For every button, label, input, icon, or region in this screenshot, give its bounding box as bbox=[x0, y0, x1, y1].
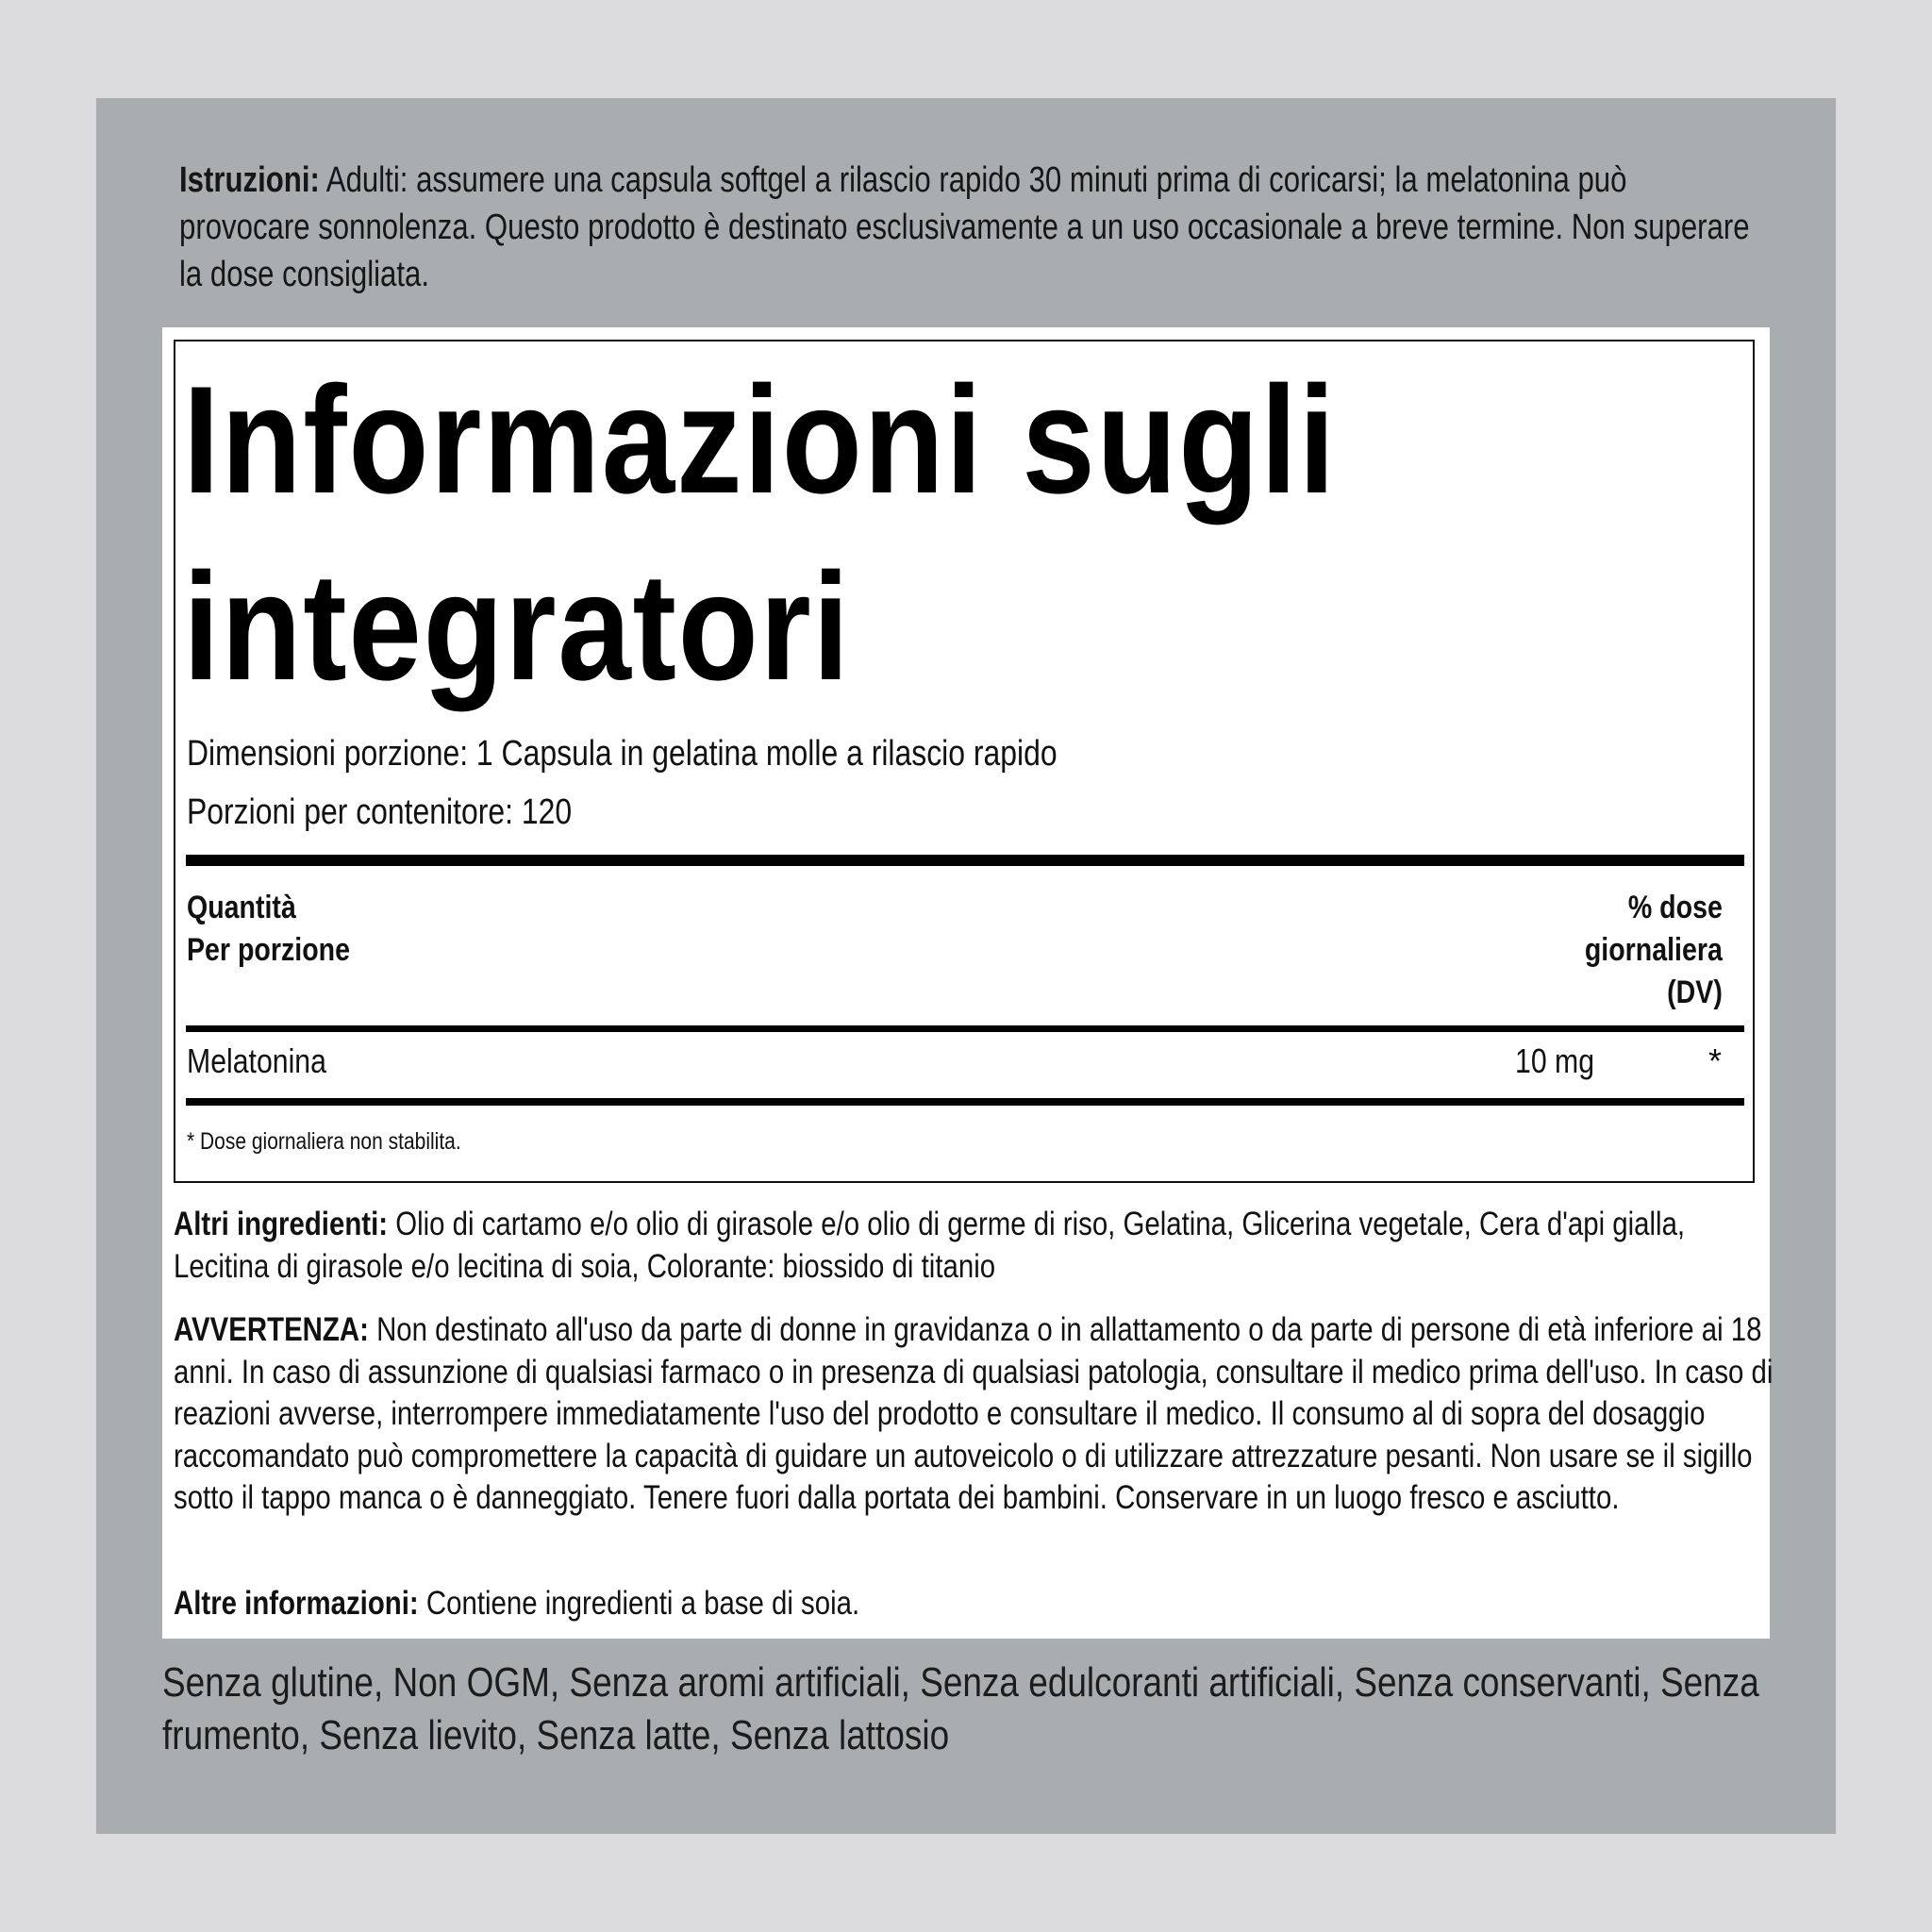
daily-value-header-line1: % dose bbox=[1628, 890, 1723, 925]
nutrient-daily-value: * bbox=[1708, 1041, 1723, 1080]
servings-per-container: Porzioni per contenitore: 120 bbox=[187, 792, 573, 832]
bottom-rule bbox=[186, 1098, 1744, 1106]
amount-header bbox=[187, 887, 350, 972]
other-ingredients-label: Altri ingredienti: bbox=[174, 1206, 389, 1242]
warning bbox=[174, 1309, 1782, 1520]
amount-header-line2: Per porzione bbox=[187, 932, 350, 968]
daily-value-header-line2: giornaliera bbox=[1584, 932, 1723, 968]
other-info-body: Contiene ingredienti a base di soia. bbox=[418, 1585, 860, 1622]
footnote: * Dose giornaliera non stabilita. bbox=[187, 1128, 461, 1155]
other-info bbox=[174, 1583, 1782, 1625]
directions-text bbox=[179, 157, 1757, 298]
daily-value-header-line3: (DV) bbox=[1667, 974, 1723, 1010]
directions-label: Istruzioni: bbox=[179, 160, 320, 200]
other-ingredients-body: Olio di cartamo e/o olio di girasole e/o olio di germe di riso, Gelatina, Glicerina vegetale, Cera d'api gialla, Lecitina di girasole e/o lecitina di soia, Colorante: biossido di titanio bbox=[174, 1206, 1686, 1285]
nutrient-amount: 10 mg bbox=[1515, 1041, 1595, 1080]
serving-size: Dimensioni porzione: 1 Capsula in gelatina molle a rilascio rapido bbox=[187, 734, 1058, 774]
nutrient-name: Melatonina bbox=[187, 1041, 326, 1080]
supplement-facts-title: Informazioni sugli integratori bbox=[183, 355, 1337, 712]
amount-header-line1: Quantità bbox=[187, 890, 296, 925]
warning-body: Non destinato all'uso da parte di donne in gravidanza o in allattamento o da parte di persone di età inferiore ai 18 anni. In caso di assunzione di qualsiasi farmaco o in presenza di qualsiasi patologia, consultare il medico prima dell'uso. In caso di reazioni avverse, interrompere immediatamente l'uso del prodotto e consultare il medico. Il consumo al di sopra del dosaggio raccomandato può compromettere la capacità di guidare un autoveicolo o di utilizzare attrezzature pesanti. Non usare se il sigillo sotto il tappo manca o è danneggiato. Tenere fuori dalla portata dei bambini. Conservare in un luogo fresco e asciutto. bbox=[174, 1311, 1774, 1516]
other-ingredients bbox=[174, 1204, 1782, 1288]
warning-label: AVVERTENZA: bbox=[174, 1311, 369, 1348]
other-info-label: Altre informazioni: bbox=[174, 1585, 419, 1622]
daily-value-header bbox=[1585, 887, 1723, 1014]
medium-rule bbox=[186, 1025, 1744, 1032]
directions-body: Adulti: assumere una capsula softgel a rilascio rapido 30 minuti prima di coricarsi; la melatonina può provocare sonnolenza. Questo prodotto è destinato esclusivamente a un uso occasionale a breve termine. Non superare la dose consigliata. bbox=[179, 160, 1750, 294]
thick-rule bbox=[186, 855, 1744, 866]
free-from-claims: Senza glutine, Non OGM, Senza aromi artificiali, Senza edulcoranti artificiali, Senza conservanti, Senza frumento, Senza lievito, Senza latte, Senza lattosio bbox=[162, 1659, 1759, 1758]
